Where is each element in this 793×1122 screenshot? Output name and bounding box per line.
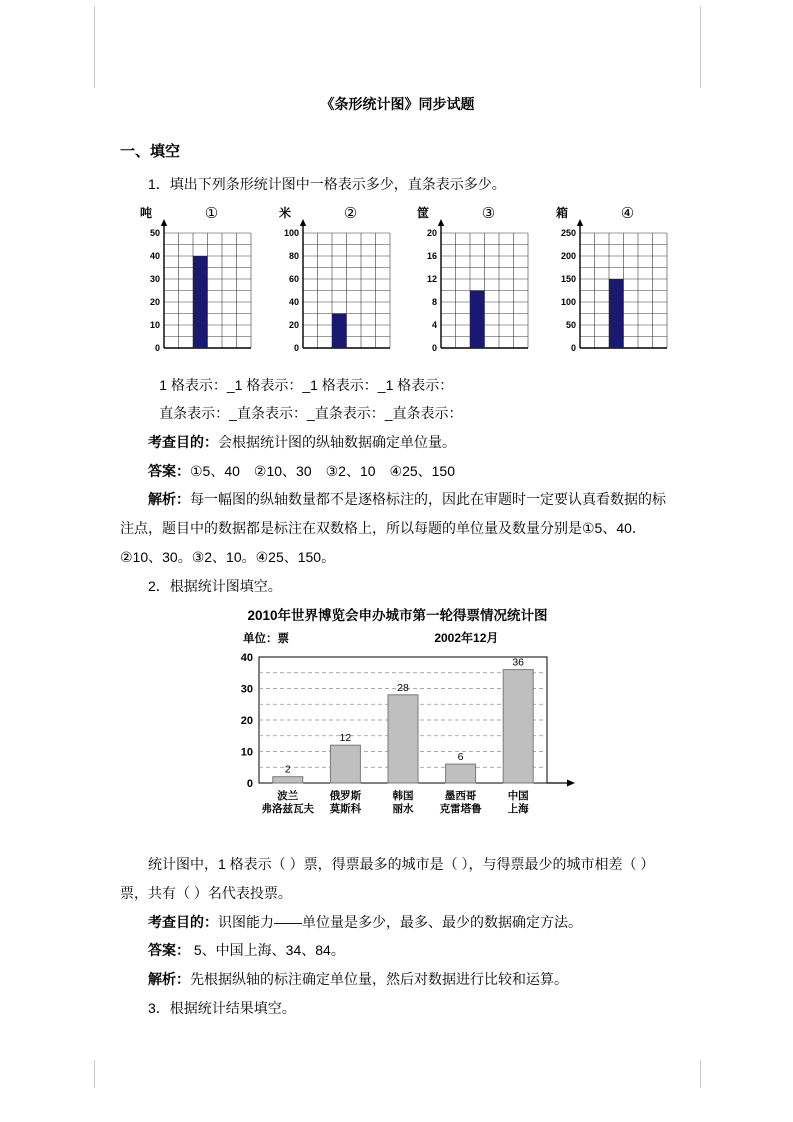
svg-text:克雷塔鲁: 克雷塔鲁 xyxy=(439,803,482,816)
svg-text:20: 20 xyxy=(240,715,253,728)
answer-2-label: 答案： xyxy=(148,942,190,959)
mini-chart-4 xyxy=(552,203,675,361)
analysis-1-text: 每一幅图的纵轴数量都不是逐格标注的，因此在审题时一定要认真看数据的标注点，题目中的数据都是标注在双数格上，所以每题的单位量及数量分别是①5、40．②10、30。③2、10。④25、150。 xyxy=(120,491,666,565)
page-boundary-mark xyxy=(94,1060,95,1088)
svg-text:10: 10 xyxy=(149,319,160,330)
answer-2-text: 5、中国上海、34、84。 xyxy=(190,942,345,959)
analysis-2 xyxy=(120,965,675,994)
main-chart xyxy=(208,604,588,848)
svg-text:80: 80 xyxy=(288,250,299,261)
svg-text:8: 8 xyxy=(432,296,438,307)
svg-text:波兰: 波兰 xyxy=(276,790,298,803)
bar xyxy=(193,256,208,348)
purpose-2-text: 识图能力——单位量是多少，最多、最少的数据确定方法。 xyxy=(218,913,582,930)
analysis-2-text: 先根据纵轴的标注确定单位量，然后对数据进行比较和运算。 xyxy=(190,970,568,987)
svg-text:30: 30 xyxy=(240,683,253,696)
answer-1-label: 答案： xyxy=(148,462,190,479)
purpose-1-label: 考查目的： xyxy=(148,434,218,451)
svg-text:②: ② xyxy=(343,204,357,222)
svg-text:20: 20 xyxy=(288,319,299,330)
mini-chart-1 xyxy=(136,203,259,361)
bar xyxy=(330,745,360,783)
svg-text:③: ③ xyxy=(482,204,496,222)
answer-2 xyxy=(120,936,675,965)
svg-text:16: 16 xyxy=(427,250,438,261)
svg-text:上海: 上海 xyxy=(507,803,529,816)
svg-text:40: 40 xyxy=(288,296,299,307)
chart-canvas xyxy=(413,203,536,356)
svg-text:50: 50 xyxy=(149,227,160,238)
svg-text:中国: 中国 xyxy=(507,790,529,803)
svg-text:4: 4 xyxy=(432,319,438,330)
svg-text:吨: 吨 xyxy=(140,205,153,220)
analysis-2-label: 解析： xyxy=(148,970,190,987)
page-title: 《条形统计图》同步试题 xyxy=(320,96,475,112)
chart-canvas xyxy=(215,627,581,843)
bar xyxy=(445,764,475,783)
svg-text:200: 200 xyxy=(560,250,576,261)
answer-1 xyxy=(120,457,675,486)
purpose-2 xyxy=(120,908,675,937)
page-boundary-mark xyxy=(700,1060,701,1088)
svg-text:20: 20 xyxy=(427,227,438,238)
svg-text:米: 米 xyxy=(278,205,291,220)
svg-text:弗洛兹瓦夫: 弗洛兹瓦夫 xyxy=(261,803,314,816)
svg-text:6: 6 xyxy=(457,751,464,764)
svg-text:①: ① xyxy=(204,204,219,222)
svg-text:150: 150 xyxy=(560,273,576,284)
answer-1-text: ①5、40 ②10、30 ③2、10 ④25、150 xyxy=(190,462,455,479)
svg-text:2002年12月: 2002年12月 xyxy=(433,631,498,646)
svg-text:单位：票: 单位：票 xyxy=(242,633,289,646)
purpose-2-label: 考查目的： xyxy=(148,913,218,930)
analysis-1 xyxy=(120,485,675,571)
svg-text:墨西哥: 墨西哥 xyxy=(444,790,476,803)
svg-text:筐: 筐 xyxy=(417,205,430,220)
svg-text:12: 12 xyxy=(427,273,438,284)
svg-text:0: 0 xyxy=(293,342,299,353)
svg-text:0: 0 xyxy=(154,342,160,353)
svg-text:10: 10 xyxy=(240,746,253,759)
chart-title: 2010年世界博览会申办城市第一轮得票情况统计图 xyxy=(247,608,548,624)
purpose-1 xyxy=(120,428,675,457)
svg-text:40: 40 xyxy=(149,250,160,261)
chart-canvas xyxy=(275,203,398,356)
mini-chart-3 xyxy=(413,203,536,361)
svg-text:0: 0 xyxy=(570,342,576,353)
svg-text:30: 30 xyxy=(149,273,160,284)
svg-text:莫斯科: 莫斯科 xyxy=(329,803,361,816)
svg-text:箱: 箱 xyxy=(555,205,568,220)
chart-canvas xyxy=(552,203,675,356)
svg-text:36: 36 xyxy=(511,656,524,669)
question-2-fill: 统计图中，1 格表示（ ）票，得票最多的城市是（ ），与得票最少的城市相差（ ）票，共有（ ）名代表投票。 xyxy=(120,856,655,901)
svg-text:0: 0 xyxy=(246,778,253,791)
chart-canvas xyxy=(136,203,259,356)
svg-text:250: 250 xyxy=(560,227,576,238)
analysis-1-label: 解析： xyxy=(148,491,190,508)
mini-chart-2 xyxy=(275,203,398,361)
section-1-heading: 一、填空 xyxy=(120,143,181,160)
question-2: 2．根据统计图填空。 xyxy=(148,577,282,594)
bar xyxy=(272,777,302,783)
svg-text:韩国: 韩国 xyxy=(392,790,413,803)
svg-text:28: 28 xyxy=(396,681,409,694)
question-3: 3．根据统计结果填空。 xyxy=(148,999,296,1016)
svg-text:2: 2 xyxy=(284,763,291,776)
main-chart-canvas xyxy=(208,627,588,848)
question-1: 1．填出下列条形统计图中一格表示多少，直条表示多少。 xyxy=(148,176,506,192)
blank-line-bar: 直条表示：_直条表示：_直条表示：_直条表示： xyxy=(159,405,463,422)
bar xyxy=(609,279,624,348)
bar xyxy=(332,313,347,348)
mini-charts-row xyxy=(120,199,675,371)
svg-text:0: 0 xyxy=(432,342,438,353)
bar xyxy=(388,695,418,783)
bar xyxy=(503,670,533,783)
bar xyxy=(470,290,485,348)
svg-text:12: 12 xyxy=(339,732,351,745)
svg-text:60: 60 xyxy=(288,273,299,284)
blank-line-grid: 1 格表示：_1 格表示：_1 格表示：_1 格表示： xyxy=(159,376,454,393)
svg-text:100: 100 xyxy=(283,227,299,238)
svg-text:50: 50 xyxy=(565,319,576,330)
purpose-1-text: 会根据统计图的纵轴数据确定单位量。 xyxy=(218,434,456,451)
svg-text:④: ④ xyxy=(620,204,635,222)
svg-text:丽水: 丽水 xyxy=(392,803,413,816)
svg-text:100: 100 xyxy=(560,296,576,307)
svg-text:40: 40 xyxy=(240,652,253,665)
svg-text:20: 20 xyxy=(149,296,160,307)
svg-text:俄罗斯: 俄罗斯 xyxy=(329,790,361,803)
